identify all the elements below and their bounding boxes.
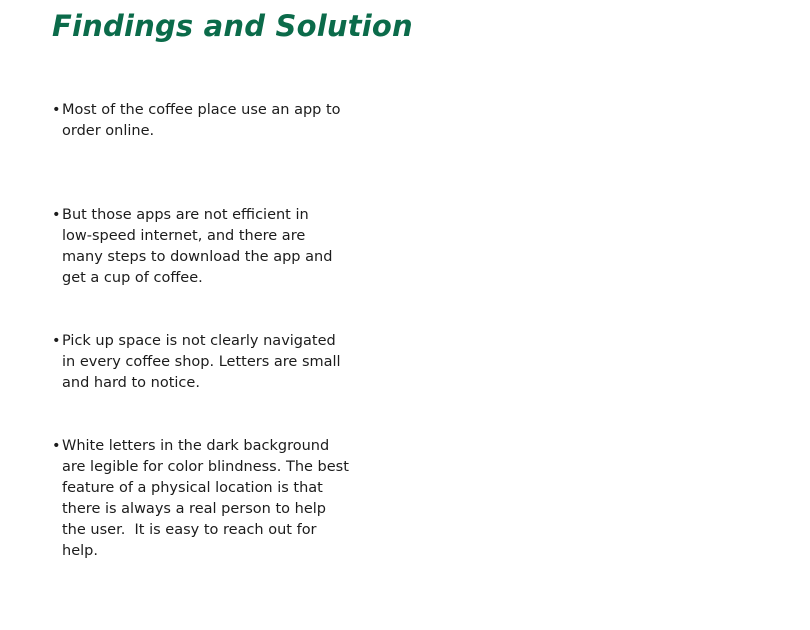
- finding-item: [52, 436, 362, 562]
- finding-text: [62, 100, 362, 142]
- finding-line: the user. It is easy to reach out for: [62, 522, 317, 538]
- finding-line: and hard to notice.: [62, 375, 200, 391]
- page-title: Findings and Solution: [52, 9, 413, 43]
- finding-line: White letters in the dark background: [62, 438, 330, 454]
- finding-item: [52, 205, 362, 289]
- finding-item: [52, 100, 362, 142]
- finding-line: get a cup of coffee.: [62, 270, 203, 286]
- bullet-icon: •: [52, 333, 61, 349]
- finding-item: [52, 331, 362, 394]
- finding-line: are legible for color blindness. The best: [62, 459, 349, 475]
- finding-line: low-speed internet, and there are: [62, 228, 306, 244]
- bullet-icon: •: [52, 102, 61, 118]
- finding-line: feature of a physical location is that: [62, 480, 323, 496]
- bullet-icon: •: [52, 207, 61, 223]
- bullet-icon: •: [52, 438, 61, 454]
- finding-line: But those apps are not efficient in: [62, 207, 309, 223]
- finding-line: help.: [62, 543, 98, 559]
- finding-line: many steps to download the app and: [62, 249, 333, 265]
- finding-line: Pick up space is not clearly navigated: [62, 333, 336, 349]
- finding-text: [62, 331, 362, 394]
- finding-line: in every coffee shop. Letters are small: [62, 354, 341, 370]
- finding-line: there is always a real person to help: [62, 501, 326, 517]
- finding-line: order online.: [62, 123, 155, 139]
- finding-line: Most of the coffee place use an app to: [62, 102, 341, 118]
- finding-text: [62, 205, 362, 289]
- finding-text: [62, 436, 362, 562]
